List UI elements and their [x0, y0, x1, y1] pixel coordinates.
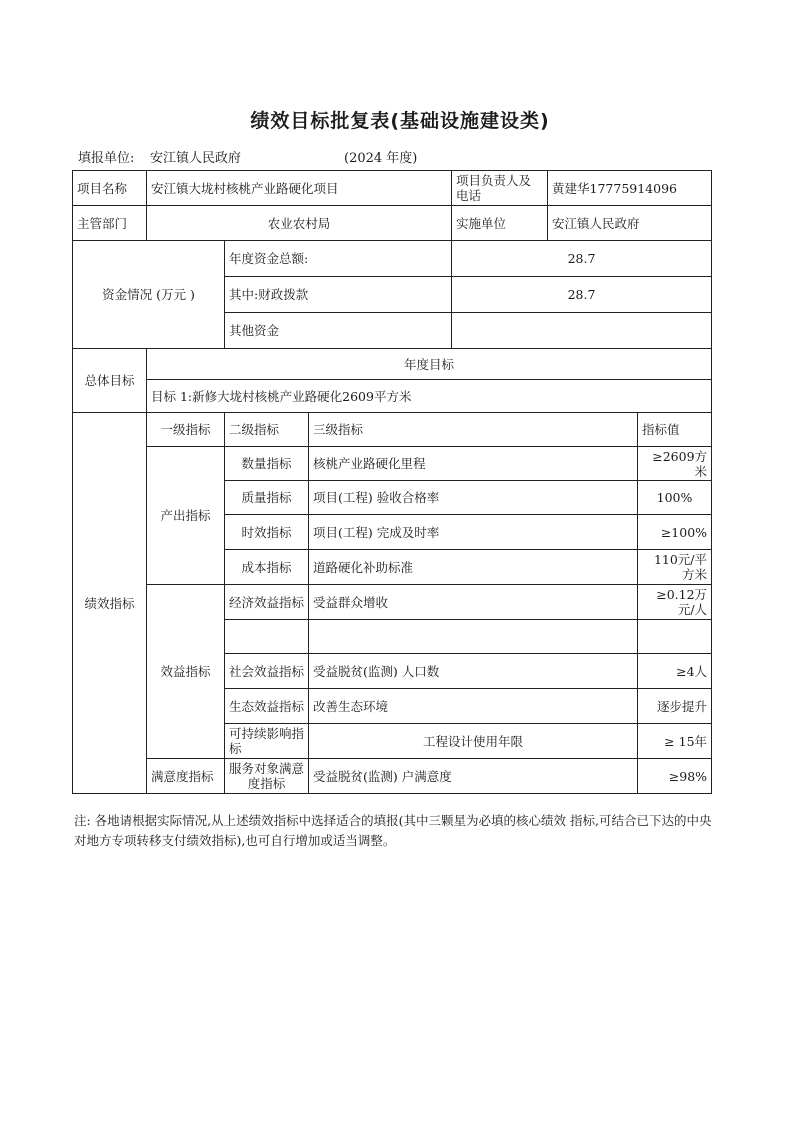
funds-fiscal-label: 其中:财政拨款	[225, 277, 452, 313]
perf-section-label: 绩效指标	[73, 413, 147, 794]
manager-label: 项目负责人及电话	[452, 171, 548, 206]
funds-total-label: 年度资金总额:	[225, 241, 452, 277]
row-funds-total	[73, 241, 712, 277]
indicator-l3: 项目(工程) 验收合格率	[309, 481, 638, 515]
indicator-value: ≥98%	[638, 759, 712, 794]
indicator-value: ≥ 15年	[638, 724, 712, 759]
unit-value: 安江镇人民政府	[150, 151, 242, 166]
header-l3: 三级指标	[309, 413, 638, 447]
indicator-l2: 成本指标	[225, 550, 309, 585]
project-name-label: 项目名称	[73, 171, 147, 206]
indicator-l2: 时效指标	[225, 515, 309, 550]
indicator-l2: 生态效益指标	[225, 689, 309, 724]
indicator-l3: 项目(工程) 完成及时率	[309, 515, 638, 550]
table-row	[73, 585, 712, 620]
indicator-value	[638, 620, 712, 654]
indicator-value: 100%	[638, 481, 712, 515]
funds-total-value: 28.7	[452, 241, 712, 277]
project-name-value: 安江镇大垅村核桃产业路硬化项目	[147, 171, 452, 206]
output-indicator-label: 产出指标	[147, 447, 225, 585]
indicator-l2: 经济效益指标	[225, 585, 309, 620]
header-val: 指标值	[638, 413, 712, 447]
indicator-l3: 受益群众增收	[309, 585, 638, 620]
funds-other-label: 其他资金	[225, 313, 452, 349]
dept-value: 农业农村局	[147, 206, 452, 241]
indicator-l3: 工程设计使用年限	[309, 724, 638, 759]
unit-label: 填报单位:	[78, 151, 135, 166]
funds-fiscal-value: 28.7	[452, 277, 712, 313]
funds-label: 资金情况 (万元 )	[73, 241, 225, 349]
row-goal-text	[73, 380, 712, 413]
indicator-l3: 受益脱贫(监测) 人口数	[309, 654, 638, 689]
indicator-l2: 可持续影响指标	[225, 724, 309, 759]
header-l1: 一级指标	[147, 413, 225, 447]
footnote: 注: 各地请根据实际情况,从上述绩效指标中选择适合的填报(其中三颗星为必填的核心绩效 指标,可结合已下达的中央对地方专项转移支付绩效指标),也可自行增加或适当调整。	[74, 813, 712, 848]
perf-header-row	[73, 413, 712, 447]
impl-label: 实施单位	[452, 206, 548, 241]
indicator-l3: 道路硬化补助标准	[309, 550, 638, 585]
indicator-value: 逐步提升	[638, 689, 712, 724]
manager-value: 黄建华17775914096	[548, 171, 712, 206]
indicator-value: 110元/平方米	[638, 550, 712, 585]
indicator-l2	[225, 620, 309, 654]
indicator-l2: 数量指标	[225, 447, 309, 481]
indicator-l3	[309, 620, 638, 654]
satisfaction-indicator-label: 满意度指标	[147, 759, 225, 794]
performance-table	[72, 170, 712, 794]
indicator-l2: 服务对象满意度指标	[225, 759, 309, 794]
goal-header: 年度目标	[147, 349, 712, 380]
indicator-l2: 社会效益指标	[225, 654, 309, 689]
indicator-l2: 质量指标	[225, 481, 309, 515]
table-row	[73, 447, 712, 481]
header-l2: 二级指标	[225, 413, 309, 447]
indicator-l3: 核桃产业路硬化里程	[309, 447, 638, 481]
indicator-l3: 受益脱贫(监测) 户满意度	[309, 759, 638, 794]
indicator-value: ≥4人	[638, 654, 712, 689]
row-department	[73, 206, 712, 241]
funds-other-value	[452, 313, 712, 349]
row-goal-header	[73, 349, 712, 380]
table-row	[73, 759, 712, 794]
report-year: (2024 年度)	[344, 151, 418, 166]
goal-text: 目标 1:新修大垅村核桃产业路硬化2609平方米	[147, 380, 712, 413]
impl-value: 安江镇人民政府	[548, 206, 712, 241]
indicator-value: ≥0.12万元/人	[638, 585, 712, 620]
indicator-l3: 改善生态环境	[309, 689, 638, 724]
dept-label: 主管部门	[73, 206, 147, 241]
row-project	[73, 171, 712, 206]
indicator-value: ≥100%	[638, 515, 712, 550]
page-title: 绩效目标批复表(基础设施建设类)	[250, 110, 550, 132]
indicator-value: ≥2609方米	[638, 447, 712, 481]
goal-label: 总体目标	[73, 349, 147, 413]
benefit-indicator-label: 效益指标	[147, 585, 225, 759]
